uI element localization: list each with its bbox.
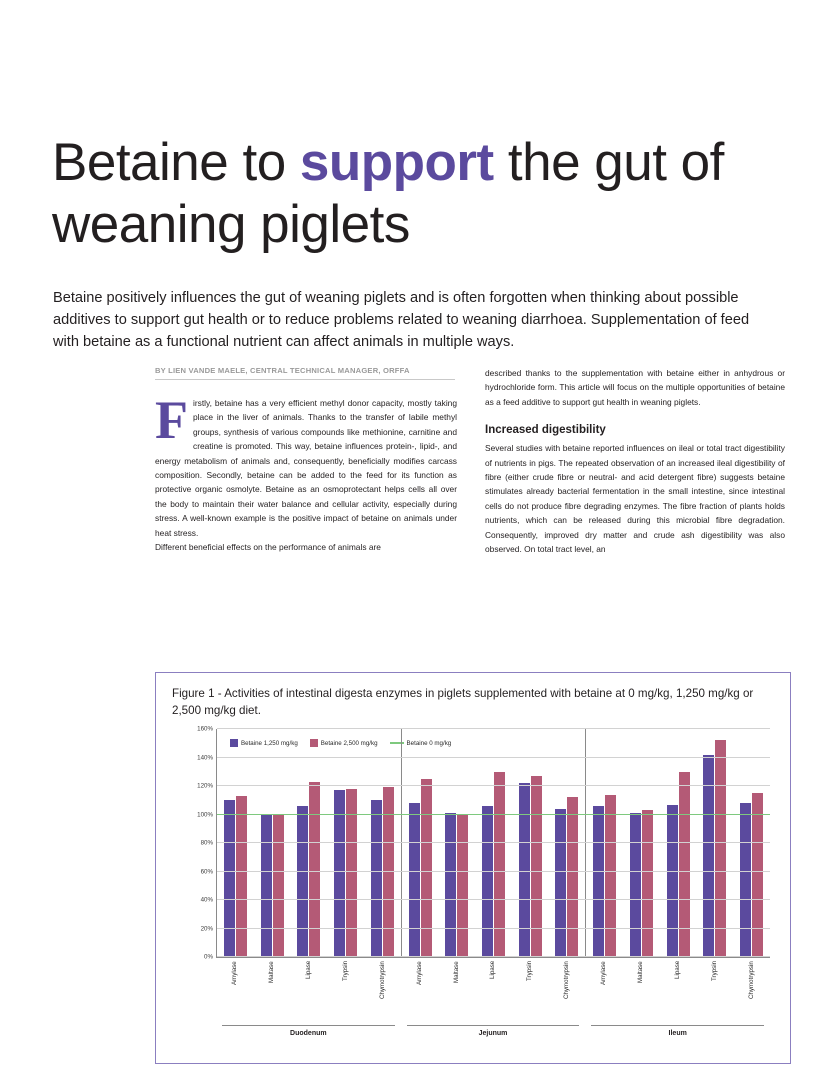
chart-bar [667, 805, 678, 957]
chart-legend-label-reference: Betaine 0 mg/kg [406, 739, 452, 747]
chart-bar [494, 772, 505, 957]
chart-gridline [200, 868, 770, 875]
chart-x-tick-label: Lipase [489, 961, 497, 980]
chart-bar [630, 813, 641, 957]
chart-y-tick-label: 140% [197, 754, 213, 761]
chart-bar-cluster [409, 729, 432, 957]
chart-x-tick-label: Chymotrypsin [378, 961, 386, 999]
chart-y-tick-label: 100% [197, 811, 213, 818]
chart-gridline [197, 725, 770, 733]
chart-bar-cluster [224, 729, 247, 957]
chart-bar-cluster [740, 729, 763, 957]
chart-y-tick-label: 120% [197, 782, 213, 790]
chart-x-group [585, 961, 770, 1023]
chart-x-group [216, 961, 401, 1023]
chart-bar [482, 806, 493, 957]
chart-bar [457, 815, 468, 958]
left-paragraph-two: Different beneficial effects on the performance of animals are [155, 542, 381, 553]
chart-group-labels [216, 1025, 770, 1041]
chart-x-group [401, 961, 586, 1023]
chart-x-tick-label: Chymotrypsin [747, 961, 755, 999]
chart-group-duodenum [217, 729, 402, 957]
chart-bar [642, 810, 653, 957]
body-column-right [485, 366, 785, 556]
chart-bar-groups [217, 729, 770, 957]
chart-bar [567, 797, 578, 957]
chart-bar [531, 776, 542, 957]
chart-bar [445, 813, 456, 957]
section-heading-increased-digestibility: Increased digestibility [485, 424, 606, 437]
chart-bar [421, 779, 432, 957]
chart-gridline [204, 953, 770, 961]
chart-bar-cluster [555, 729, 578, 957]
chart-bar [334, 790, 345, 957]
title-accent-word: support [299, 132, 494, 192]
chart-x-tick-label: Trypsin [526, 961, 534, 982]
chart-bar [752, 793, 763, 957]
chart-reference-line [217, 814, 770, 815]
chart-group-ileum [586, 729, 770, 957]
chart-bar [371, 800, 382, 957]
drop-cap: F [155, 390, 188, 450]
chart-legend-label: Betaine 2,500 mg/kg [320, 739, 378, 747]
chart-bar-cluster [334, 729, 357, 957]
chart-bar-cluster [371, 729, 394, 957]
chart-bar [740, 803, 751, 957]
chart-y-tick-label: 80% [200, 839, 213, 847]
chart-bar-cluster [297, 729, 320, 957]
byline: BY LIEN VANDE MAELE, CENTRAL TECHNICAL MANAGER, ORFFA [155, 366, 455, 380]
title-part-one: Betaine to [52, 132, 300, 192]
left-paragraph-one [155, 390, 457, 540]
chart-x-tick-label: Chymotrypsin [563, 961, 571, 999]
chart-y-tick-label: 0% [204, 953, 213, 961]
page-title [52, 132, 782, 256]
chart-x-tick-label: Trypsin [341, 961, 349, 982]
chart-segment-label: Duodenum [222, 1025, 395, 1041]
chart-bar-cluster [630, 729, 653, 957]
chart-x-tick-label: Amylase [415, 961, 423, 985]
chart-gridline [197, 754, 770, 761]
chart-y-tick-label: 20% [200, 925, 213, 932]
chart-y-tick-label: 40% [200, 896, 213, 904]
chart-bar [715, 740, 726, 957]
chart-gridline [200, 896, 770, 904]
chart-x-tick-label: Maltase [452, 961, 460, 983]
chart-y-tick-label: 60% [200, 868, 213, 875]
chart-group-jejunum [402, 729, 587, 957]
chart-bar-cluster [445, 729, 468, 957]
right-paragraph-two: Several studies with betaine reported influences on ileal or total tract digestibility of nutrients in pigs. The repeated observation of an increased ileal digestibility of fibre (either crude fibre or neutral- and acid detergent fibre) suggests betaine stimulates already bacterial fermentation in the small intestine, since intestinal cells do not produce fibre degrading enzymes. The fibre fraction of plants holds nutrients, which can be released during this microbial fibre degradation. Consequently, improved dry matter and crude ash digestibility was also observed. On total tract level, an [485, 443, 785, 555]
chart-bar [593, 806, 604, 957]
chart-bar [273, 815, 284, 958]
title-part-two: the gut of weaning piglets [52, 132, 724, 254]
chart-gridline [200, 925, 770, 932]
body-column-left [155, 390, 457, 554]
left-paragraph-one-text: irstly, betaine has a very efficient methyl donor capacity, mostly taking place in the liver of animals. Thanks to the transfer of labile methyl groups, synthesis of various compounds like methionine, carnitine and creatine is promoted. This way, betaine influences protein-, lipid-, and energy metabolism of animals and, consequently, beneficially modifies carcass composition. Secondly, betaine can be added to the feed for its function as protective organic osmolyte. Betaine as an osmoprotectant helps cells all over the body to maintain their water balance and cellular activity, especially during stress. A well-known example is the positive impact of betaine on animals under heat stress. [155, 398, 457, 538]
chart-gridline [200, 839, 770, 847]
chart-bar [409, 803, 420, 957]
chart-bar [236, 796, 247, 957]
chart-bar [309, 782, 320, 957]
chart-y-tick-label: 160% [197, 725, 213, 733]
chart-bar [679, 772, 690, 957]
chart-segment-label: Jejunum [407, 1025, 580, 1041]
bar-chart [172, 725, 778, 1051]
chart-x-tick-label: Amylase [600, 961, 608, 985]
chart-bar-cluster [703, 729, 726, 957]
figure-caption: Figure 1 - Activities of intestinal digesta enzymes in piglets supplemented with betaine at 0 mg/kg, 1,250 mg/kg or 2,500 mg/kg diet. [172, 687, 754, 717]
chart-bar [261, 815, 272, 958]
chart-x-tick-label: Lipase [674, 961, 682, 980]
chart-bar [555, 809, 566, 957]
chart-x-tick-label: Maltase [637, 961, 645, 983]
chart-bar [297, 806, 308, 957]
chart-x-tick-label: Maltase [267, 961, 275, 983]
chart-plot-area [197, 725, 770, 961]
chart-segment-label: Ileum [591, 1025, 764, 1041]
chart-bar-cluster [593, 729, 616, 957]
standfirst-text: Betaine positively influences the gut of weaning piglets and is often forgotten when thinking about possible additives to support gut health or to reduce problems related to weaning diarrhoea. Supplementation of feed with betaine as a functional nutrient can affect animals in multiple ways. [53, 289, 750, 350]
chart-x-tick-label: Amylase [230, 961, 238, 985]
chart-x-tick-label: Lipase [304, 961, 312, 980]
figure-container [155, 672, 791, 1064]
chart-bar-cluster [519, 729, 542, 957]
chart-x-tick-label: Trypsin [711, 961, 719, 982]
chart-bar [605, 795, 616, 957]
chart-gridline [197, 782, 770, 790]
chart-bar-cluster [482, 729, 505, 957]
chart-legend-label: Betaine 1,250 mg/kg [241, 739, 298, 747]
chart-bar-cluster [261, 729, 284, 957]
right-paragraph-one: described thanks to the supplementation with betaine either in anhydrous or hydrochloride form. This article will focus on the multiple opportunities of betaine as a feed additive to support gut health in weaning piglets. [485, 368, 785, 407]
chart-bar [224, 800, 235, 957]
chart-x-axis-labels [216, 961, 770, 1023]
chart-bar-cluster [667, 729, 690, 957]
